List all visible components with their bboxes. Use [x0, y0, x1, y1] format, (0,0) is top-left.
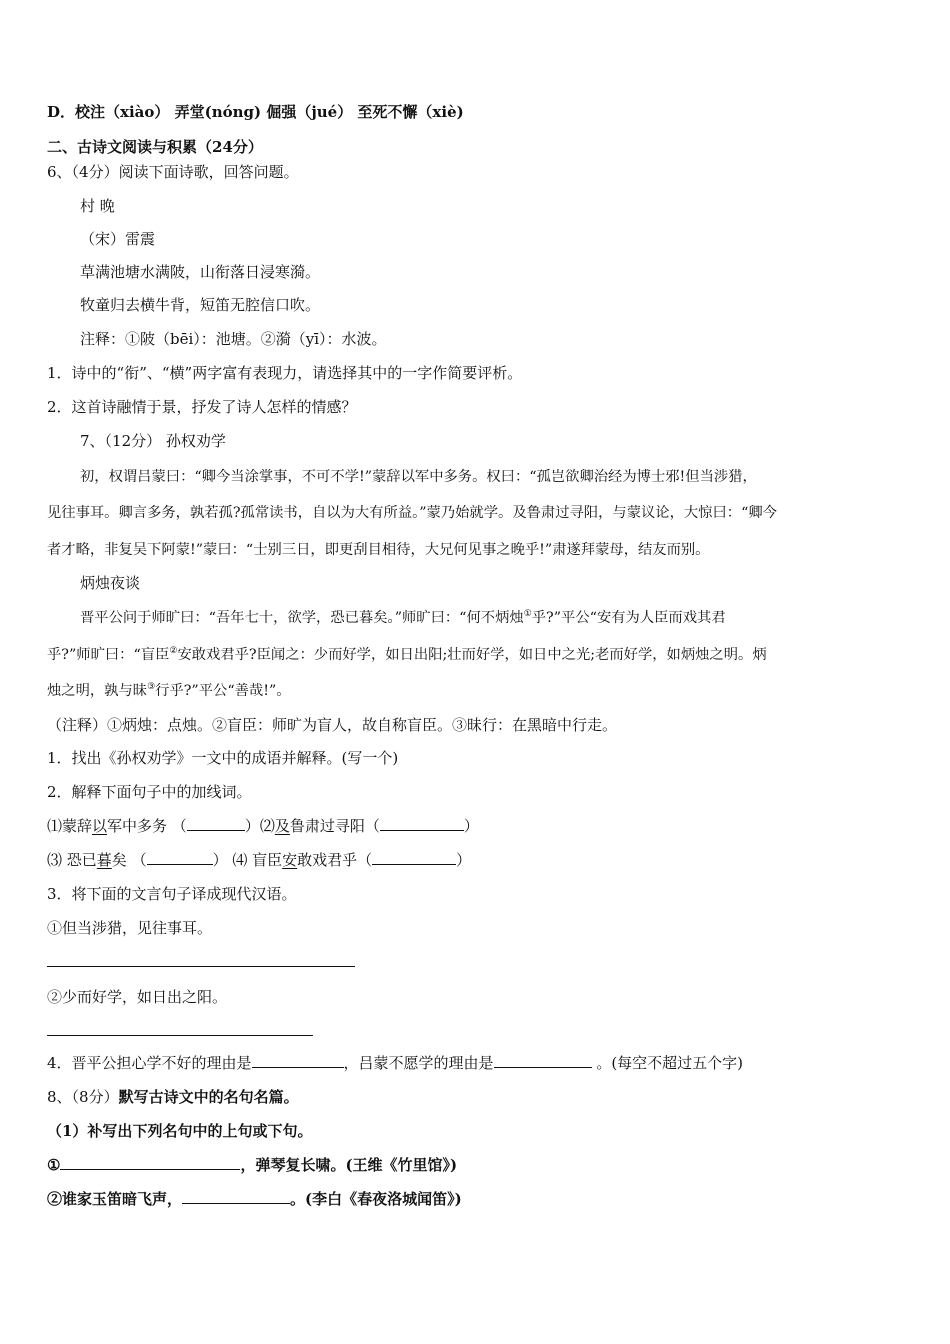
poem-line-1: 草满池塘水满陂，山衔落日浸寒漪。: [80, 263, 321, 281]
q7-items-row-2: [47, 850, 471, 870]
passage-text: 者才略，非复吴下阿蒙!”蒙曰：“士别三日，即更刮目相待，大兄何见事之晚乎!”肃遂拜蒙母，结友而别。: [47, 542, 710, 558]
answer-blank[interactable]: [182, 1189, 290, 1204]
passage-2-line-3: [47, 680, 291, 701]
q6-sub-2: 2．这首诗融情于景，抒发了诗人怎样的情感？: [47, 398, 357, 416]
item-text: ⑶ 恐已: [47, 851, 97, 869]
option-text: 校注（xiào） 弄堂(nóng) 倔强（jué） 至死不懈（xiè): [75, 103, 464, 121]
poem-line-2: 牧童归去横牛背，短笛无腔信口吹。: [80, 296, 321, 314]
passage-text: 初，权谓吕蒙曰：“卿今当涂掌事，不可不学!”蒙辞以军中多务。权曰：“孤岂欲卿治经为博士邪!但当涉猎，: [80, 469, 757, 485]
q6-sub-1: 1．诗中的“衔”、“横”两字富有表现力，请选择其中的一字作简要评析。: [47, 364, 523, 382]
answer-blank[interactable]: [252, 1053, 344, 1068]
footnote-mark: ③: [147, 682, 156, 692]
item-text: 军中多务 （: [107, 817, 187, 835]
item-text: 。(每空不超过五个字): [591, 1054, 744, 1072]
answer-blank[interactable]: [380, 816, 464, 831]
answer-blank[interactable]: [494, 1053, 592, 1068]
item-text: 鲁肃过寻阳（: [289, 817, 380, 835]
passage-1-line-3: [47, 539, 709, 560]
q7-sub-2: 2．解释下面句子中的加线词。: [47, 783, 252, 801]
item-text: 矣 （: [111, 851, 147, 869]
q8-sub-1: （1）补写出下列名句中的上句或下句。: [47, 1122, 313, 1140]
passage-text: 乎?”平公“安有为人臣而戏其君: [531, 610, 726, 626]
question-title: 默写古诗文中的名句名篇。: [118, 1088, 299, 1106]
q7-items-row-1: [47, 816, 479, 836]
section-heading: 二、古诗文阅读与积累（24分）: [47, 138, 263, 156]
q6-intro: 6、（4分）阅读下面诗歌，回答问题。: [47, 163, 299, 181]
item-text: ）: [456, 851, 472, 869]
item-text: 。(李白《春夜洛城闻笛》): [290, 1190, 462, 1208]
sentence-1: ①但当涉猎，见往事耳。: [47, 919, 213, 937]
passage-text: 安敢戏君乎?臣闻之：少而好学，如日出阳;壮而好学，如日中之光;老而好学，如炳烛之明。炳: [177, 647, 767, 663]
item-text: 敢戏君乎（: [297, 851, 373, 869]
poem-author: （宋）雷震: [80, 230, 156, 248]
underlined-word: 暮: [96, 851, 112, 869]
q8-item-a: [47, 1155, 457, 1175]
q8-item-b: [47, 1189, 462, 1209]
passage-text: 行乎?”平公“善哉!”。: [155, 683, 291, 699]
item-text: ）: [463, 817, 479, 835]
footnote-mark: ②: [169, 646, 178, 656]
q7-sub-1: 1．找出《孙权劝学》一文中的成语并解释。(写一个): [47, 749, 399, 767]
item-text: ，吕蒙不愿学的理由是: [343, 1054, 494, 1072]
answer-blank[interactable]: [187, 816, 245, 831]
item-text: ①: [47, 1156, 61, 1174]
q7-sub-3: 3．将下面的文言句子译成现代汉语。: [47, 885, 297, 903]
passage-text: 烛之明，孰与昧: [47, 683, 148, 699]
item-text: ） ⑷ 盲臣: [212, 851, 283, 869]
passage-1-line-2: [47, 502, 777, 523]
q5-option-d: [47, 102, 464, 122]
poem-note: 注释：①陂（bēi）：池塘。②漪（yī）：水波。: [80, 330, 387, 348]
passage-1-line-1: [80, 466, 906, 487]
q7-heading: 7、（12分） 孙权劝学: [80, 432, 226, 450]
item-text: ，弹琴复长啸。(王维《竹里馆》): [240, 1156, 458, 1174]
question-number: 8、（8分）: [47, 1088, 119, 1106]
item-text: ②谁家玉笛暗飞声，: [47, 1190, 183, 1208]
item-text: ）⑵: [244, 817, 275, 835]
passage-text: 乎?”师旷曰：“盲臣: [47, 647, 170, 663]
passage-2-title: 炳烛夜谈: [80, 574, 141, 592]
underlined-word: 及: [274, 817, 290, 835]
answer-line[interactable]: [47, 966, 355, 967]
q7-sub-4: [47, 1053, 743, 1073]
q7-note: （注释）①炳烛：点烛。②盲臣：师旷为盲人，故自称盲臣。③昧行：在黑暗中行走。: [47, 716, 618, 734]
item-text: ⑴蒙辞: [47, 817, 93, 835]
sentence-2: ②少而好学，如日出之阳。: [47, 988, 228, 1006]
answer-blank[interactable]: [147, 850, 213, 865]
passage-text: 晋平公问于师旷曰：“吾年七十，欲学，恐已暮矣。”师旷曰：“何不炳烛: [80, 610, 524, 626]
option-label: D．: [47, 103, 76, 121]
q8-heading: [47, 1087, 299, 1107]
poem-title: 村 晚: [80, 197, 115, 215]
passage-text: 见往事耳。卿言多务，孰若孤?孤常读书，自以为大有所益。”蒙乃始就学。及鲁肃过寻阳，与蒙议论，大惊曰：“卿今: [47, 505, 777, 521]
answer-line[interactable]: [47, 1035, 313, 1036]
item-text: 4．晋平公担心学不好的理由是: [47, 1054, 252, 1072]
passage-2-line-1: [80, 607, 726, 628]
answer-blank[interactable]: [372, 850, 456, 865]
underlined-word: 安: [282, 851, 298, 869]
underlined-word: 以: [92, 817, 108, 835]
answer-blank[interactable]: [60, 1155, 240, 1170]
footnote-mark: ①: [523, 609, 532, 619]
passage-2-line-2: [47, 644, 767, 665]
